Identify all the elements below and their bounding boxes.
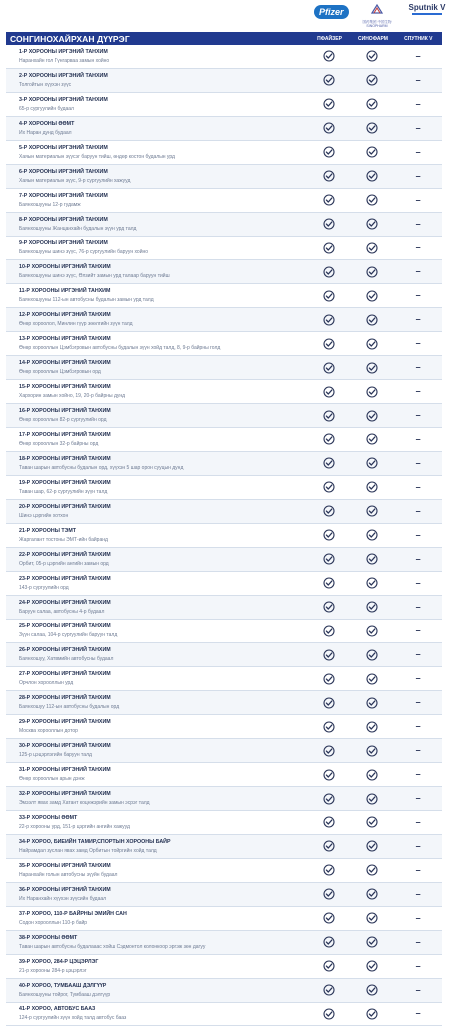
site-address: Баянхошууны Жанцанхайн будалын зүүн урд талд [19,225,307,233]
site-name: 22-Р ХОРООНЫ ИРГЭНИЙ ТАНХИМ [19,551,307,559]
sputnik-unavailable-dash: – [394,284,442,307]
sputnik-unavailable-dash: – [394,45,442,68]
site-info [6,787,307,810]
pfizer-available-check-icon [307,308,351,331]
site-info [6,500,307,523]
site-info [6,524,307,547]
site-info [6,811,307,834]
pfizer-available-check-icon [307,979,351,1002]
site-name: 12-Р ХОРООНЫ ИРГЭНИЙ ТАНХИМ [19,311,307,319]
sputnik-unavailable-dash: – [394,141,442,164]
site-name: 5-Р ХОРООНЫ ИРГЭНИЙ ТАНХИМ [19,144,307,152]
pfizer-available-check-icon [307,476,351,499]
sputnik-unavailable-dash: – [394,739,442,762]
sinopharm-available-check-icon [350,763,394,786]
pfizer-available-check-icon [307,596,351,619]
sinopharm-available-check-icon [350,835,394,858]
site-name: 11-Р ХОРООНЫ ИРГЭНИЙ ТАНХИМ [19,287,307,295]
sputnik-unavailable-dash: – [394,260,442,283]
sputnik-unavailable-dash: – [394,117,442,140]
site-address: Орбит, 05-р цэргийн ангийн замын орд [19,560,307,568]
site-info [6,620,307,643]
site-name: 24-Р ХОРООНЫ ИРГЭНИЙ ТАНХИМ [19,599,307,607]
sputnik-unavailable-dash: – [394,715,442,738]
table-row [6,643,442,667]
site-address: Хаяын материалын зүүсэг баруун тийш, өндөр костон будалын урд [19,153,307,161]
sinopharm-available-check-icon [350,404,394,427]
sinopharm-available-check-icon [350,548,394,571]
site-address: Таван шар, 62-р сургуулийн зүүн талд [19,488,307,496]
sinopharm-available-check-icon [350,93,394,116]
site-address: Зүүн салаа, 104-р сургуулийн баруун талд [19,631,307,639]
site-address: Хархорин замын хойно, 19, 20-р байрны дунд [19,392,307,400]
pfizer-available-check-icon [307,117,351,140]
site-address: Наранхайн гол Гүнгарваа замын хойно [19,57,307,65]
sinopharm-available-check-icon [350,1003,394,1026]
sinopharm-available-check-icon [350,476,394,499]
pfizer-logo: Pfizer [314,2,348,20]
site-address: Их Наранхайн хүүхэн зүүсийн будаал [19,895,307,903]
sinopharm-available-check-icon [350,45,394,68]
sputnik-unavailable-dash: – [394,356,442,379]
site-info [6,452,307,475]
table-row [6,739,442,763]
pfizer-available-check-icon [307,691,351,714]
table-row [6,69,442,93]
sputnik-unavailable-dash: – [394,93,442,116]
sputnik-unavailable-dash: – [394,643,442,666]
site-name: 36-Р ХОРООНЫ ИРГЭНИЙ ТАНХИМ [19,886,307,894]
sinopharm-available-check-icon [350,667,394,690]
site-address: 22-р хорооны урд, 151-р цэргийн ангийн хажууд [19,823,307,831]
site-info [6,979,307,1002]
table-row [6,524,442,548]
table-row [6,237,442,261]
sputnik-unavailable-dash: – [394,237,442,260]
sputnik-unavailable-dash: – [394,596,442,619]
site-info [6,141,307,164]
pfizer-available-check-icon [307,811,351,834]
site-info [6,380,307,403]
table-row [6,213,442,237]
sinopharm-available-check-icon [350,284,394,307]
sinopharm-available-check-icon [350,165,394,188]
sinopharm-available-check-icon [350,452,394,475]
sputnik-unavailable-dash: – [394,500,442,523]
table-row [6,452,442,476]
pfizer-available-check-icon [307,284,351,307]
pfizer-available-check-icon [307,404,351,427]
table-row [6,835,442,859]
sinopharm-available-check-icon [350,332,394,355]
site-info [6,404,307,427]
pfizer-available-check-icon [307,332,351,355]
pfizer-available-check-icon [307,907,351,930]
sputnik-logo: Sputnik V [402,3,452,15]
site-address: 143-р сургуулийн орд [19,584,307,592]
table-row [6,811,442,835]
pfizer-available-check-icon [307,213,351,236]
site-name: 1-Р ХОРООНЫ ИРГЭНИЙ ТАНХИМ [19,48,307,56]
site-address: Шинэ цэргийн хотхон [19,512,307,520]
site-address: Баянхошууны тойрог, Тумбааш дэлгүүр [19,991,307,999]
table-row [6,763,442,787]
sputnik-unavailable-dash: – [394,332,442,355]
pfizer-available-check-icon [307,787,351,810]
sputnik-unavailable-dash: – [394,165,442,188]
site-name: 18-Р ХОРООНЫ ИРГЭНИЙ ТАНХИМ [19,455,307,463]
site-info [6,189,307,212]
site-info [6,715,307,738]
sputnik-unavailable-dash: – [394,931,442,954]
table-row [6,1003,442,1026]
site-info [6,117,307,140]
sputnik-unavailable-dash: – [394,189,442,212]
site-info [6,835,307,858]
site-name: 37-Р ХОРОО, 110-Р БАЙРНЫ ЭМИЙН САН [19,910,307,918]
sputnik-unavailable-dash: – [394,667,442,690]
pfizer-available-check-icon [307,548,351,571]
table-row [6,691,442,715]
site-address: Өнөр хорооллын Цэмбэгровын автобусны будалын зүүн хойд талд, 8, 9-р байрны голд [19,344,307,352]
pfizer-available-check-icon [307,859,351,882]
site-name: 8-Р ХОРООНЫ ИРГЭНИЙ ТАНХИМ [19,216,307,224]
sinopharm-available-check-icon [350,260,394,283]
site-info [6,213,307,236]
site-name: 2-Р ХОРООНЫ ИРГЭНИЙ ТАНХИМ [19,72,307,80]
site-name: 13-Р ХОРООНЫ ИРГЭНИЙ ТАНХИМ [19,335,307,343]
sputnik-unavailable-dash: – [394,69,442,92]
sinopharm-available-check-icon [350,500,394,523]
table-row [6,332,442,356]
sinopharm-available-check-icon [350,955,394,978]
site-info [6,883,307,906]
pfizer-available-check-icon [307,45,351,68]
site-name: 40-Р ХОРОО, ТУМБААШ ДЭЛГҮҮР [19,982,307,990]
table-row [6,667,442,691]
table-row [6,979,442,1003]
pfizer-available-check-icon [307,667,351,690]
table-row [6,404,442,428]
table-row [6,284,442,308]
pfizer-available-check-icon [307,883,351,906]
sinopharm-available-check-icon [350,811,394,834]
sputnik-unavailable-dash: – [394,763,442,786]
pfizer-available-check-icon [307,620,351,643]
site-name: 38-Р ХОРООНЫ ӨӨМТ [19,934,307,942]
site-address: Баянхошууны шинэ зүүс, Өлзийт замын урд талаар баруун тийш [19,272,307,280]
table-row [6,428,442,452]
district-title: СОНГИНОХАЙРХАН ДҮҮРЭГ [6,34,308,44]
site-name: 28-Р ХОРООНЫ ИРГЭНИЙ ТАНХИМ [19,694,307,702]
site-info [6,667,307,690]
site-address: Таван шарын автобусны будалын орд, хүүхэн 5 шар орон сууцын дунд [19,464,307,472]
site-address: Баянхошуу 112-ын автобусны будалын орд [19,703,307,711]
site-info [6,45,307,68]
pfizer-available-check-icon [307,524,351,547]
sinopharm-available-check-icon [350,883,394,906]
table-row [6,117,442,141]
site-address: Өнөр хорооллын Цэмбэгровын орд [19,368,307,376]
site-name: 3-Р ХОРООНЫ ИРГЭНИЙ ТАНХИМ [19,96,307,104]
pfizer-available-check-icon [307,189,351,212]
table-row [6,141,442,165]
site-address: 124-р сургуулийн зүүн хойд талд автобус бааз [19,1014,307,1022]
site-address: Баруун салаа, автобусны 4-р будаал [19,608,307,616]
site-address: Эмээлт явах замд Хатант коцнжэрийн замын эсрэг талд [19,799,307,807]
site-info [6,907,307,930]
site-name: 29-Р ХОРООНЫ ИРГЭНИЙ ТАНХИМ [19,718,307,726]
pfizer-available-check-icon [307,955,351,978]
pfizer-available-check-icon [307,1003,351,1026]
table-row [6,931,442,955]
site-address: Баянхошуу, Хатвмийн автобусны будаал [19,655,307,663]
site-info [6,596,307,619]
sputnik-unavailable-dash: – [394,524,442,547]
site-info [6,237,307,260]
sputnik-unavailable-dash: – [394,308,442,331]
table-row [6,907,442,931]
sputnik-unavailable-dash: – [394,955,442,978]
table-row [6,859,442,883]
pfizer-available-check-icon [307,572,351,595]
site-name: 41-Р ХОРОО, АВТОБУС БААЗ [19,1005,307,1013]
sinopharm-available-check-icon [350,189,394,212]
table-row [6,260,442,284]
vaccination-sites-table [6,45,442,1026]
site-address: Хаяын материалын зүүс, 9-р сургуулийн хажууд [19,177,307,185]
site-name: 26-Р ХОРООНЫ ИРГЭНИЙ ТАНХИМ [19,646,307,654]
site-address: Баянхошууны 12-р гудамж [19,201,307,209]
table-row [6,548,442,572]
sputnik-unavailable-dash: – [394,428,442,451]
pfizer-available-check-icon [307,356,351,379]
site-name: 20-Р ХОРООНЫ ИРГЭНИЙ ТАНХИМ [19,503,307,511]
site-info [6,165,307,188]
site-address: 21-р хорооны 284-р цэцэрлэг [19,967,307,975]
site-name: 19-Р ХОРООНЫ ИРГЭНИЙ ТАНХИМ [19,479,307,487]
col-sputnik: СПУТНИК V [395,36,442,42]
table-row [6,883,442,907]
sinopharm-available-check-icon [350,524,394,547]
site-address: Өнөр хорооллын 32-р байрны орд [19,440,307,448]
table-row [6,476,442,500]
pfizer-available-check-icon [307,93,351,116]
sputnik-unavailable-dash: – [394,907,442,930]
site-name: 15-Р ХОРООНЫ ИРГЭНИЙ ТАНХИМ [19,383,307,391]
site-info [6,260,307,283]
sputnik-unavailable-dash: – [394,691,442,714]
site-info [6,572,307,595]
sinopharm-available-check-icon [350,643,394,666]
pfizer-available-check-icon [307,260,351,283]
sinopharm-available-check-icon [350,308,394,331]
table-row [6,596,442,620]
site-name: 21-Р ХОРООНЫ ТЭМТ [19,527,307,535]
site-address: Найрамдал зуслан явах замд Орбитын тойргийн хойд талд [19,847,307,855]
sinopharm-available-check-icon [350,739,394,762]
sputnik-unavailable-dash: – [394,883,442,906]
table-row [6,189,442,213]
site-info [6,643,307,666]
sinopharm-available-check-icon [350,715,394,738]
site-name: 16-Р ХОРООНЫ ИРГЭНИЙ ТАНХИМ [19,407,307,415]
sinopharm-available-check-icon [350,69,394,92]
sinopharm-available-check-icon [350,787,394,810]
site-info [6,428,307,451]
table-row [6,572,442,596]
sinopharm-available-check-icon [350,859,394,882]
site-address: 65-р сургуулийн будаал [19,105,307,113]
site-address: Москва хорооллын дотор [19,727,307,735]
site-name: 17-Р ХОРООНЫ ИРГЭНИЙ ТАНХИМ [19,431,307,439]
sinopharm-available-check-icon [350,572,394,595]
pfizer-available-check-icon [307,380,351,403]
table-row [6,308,442,332]
pfizer-available-check-icon [307,500,351,523]
sputnik-unavailable-dash: – [394,620,442,643]
site-name: 27-Р ХОРООНЫ ИРГЭНИЙ ТАНХИМ [19,670,307,678]
site-name: 9-Р ХОРООНЫ ИРГЭНИЙ ТАНХИМ [19,239,307,247]
sinopharm-mark-icon [370,4,384,15]
pfizer-available-check-icon [307,452,351,475]
table-row [6,620,442,644]
sputnik-unavailable-dash: – [394,452,442,475]
site-info [6,93,307,116]
sinopharm-available-check-icon [350,213,394,236]
table-row [6,356,442,380]
pfizer-available-check-icon [307,428,351,451]
sinopharm-available-check-icon [350,428,394,451]
site-info [6,739,307,762]
site-info [6,1003,307,1026]
site-info [6,284,307,307]
site-name: 34-Р ХОРОО, БИЕИЙН ТАМИР,СПОРТЫН ХОРООНЫ БАЙР [19,838,307,846]
sinopharm-available-check-icon [350,356,394,379]
pfizer-available-check-icon [307,715,351,738]
col-pfizer: ПФАЙЗЕР [308,36,351,42]
site-name: 32-Р ХОРООНЫ ИРГЭНИЙ ТАНХИМ [19,790,307,798]
sinopharm-available-check-icon [350,691,394,714]
sputnik-unavailable-dash: – [394,404,442,427]
site-info [6,859,307,882]
table-row [6,45,442,69]
site-info [6,308,307,331]
site-info [6,955,307,978]
site-name: 35-Р ХОРООНЫ ИРГЭНИЙ ТАНХИМ [19,862,307,870]
sputnik-unavailable-dash: – [394,380,442,403]
site-address: Баянхошууны шинэ зүүс, 76-р сургуулийн баруун хойно [19,248,307,256]
sputnik-unavailable-dash: – [394,1003,442,1026]
sinopharm-logo: 国药集团 中国生物 SINOPHARM [360,2,394,28]
site-address: Таван шарын автобусны будалааас хойш Сэдмонтол колонкоор эргэж зөн дагуу [19,943,307,951]
table-row [6,787,442,811]
site-info [6,356,307,379]
pfizer-available-check-icon [307,141,351,164]
site-info [6,476,307,499]
table-row [6,165,442,189]
site-address: Өнөр хорооллын 82-р сургуулийн орд [19,416,307,424]
site-name: 14-Р ХОРООНЫ ИРГЭНИЙ ТАНХИМ [19,359,307,367]
site-address: Жаргалант тостоны ЭМТ-ийн байранд [19,536,307,544]
site-address: Орчлон хорооллын урд [19,679,307,687]
pfizer-available-check-icon [307,165,351,188]
sinopharm-available-check-icon [350,117,394,140]
sputnik-unavailable-dash: – [394,572,442,595]
pfizer-available-check-icon [307,69,351,92]
pfizer-available-check-icon [307,835,351,858]
sputnik-unavailable-dash: – [394,213,442,236]
sinopharm-available-check-icon [350,237,394,260]
site-name: 30-Р ХОРООНЫ ИРГЭНИЙ ТАНХИМ [19,742,307,750]
site-info [6,691,307,714]
sinopharm-available-check-icon [350,380,394,403]
sinopharm-available-check-icon [350,596,394,619]
sputnik-unavailable-dash: – [394,979,442,1002]
site-name: 25-Р ХОРООНЫ ИРГЭНИЙ ТАНХИМ [19,622,307,630]
sputnik-unavailable-dash: – [394,835,442,858]
pfizer-available-check-icon [307,739,351,762]
sinopharm-available-check-icon [350,979,394,1002]
site-name: 31-Р ХОРООНЫ ИРГЭНИЙ ТАНХИМ [19,766,307,774]
sinopharm-available-check-icon [350,907,394,930]
table-header [6,32,442,45]
table-row [6,715,442,739]
site-address: Өнөр хороолол, Минлин гүүр зөөлгийн зүүн талд [19,320,307,328]
site-name: 33-Р ХОРООНЫ ӨӨМТ [19,814,307,822]
sinopharm-available-check-icon [350,931,394,954]
pfizer-available-check-icon [307,931,351,954]
site-address: Их Наран дунд будаал [19,129,307,137]
sputnik-unavailable-dash: – [394,811,442,834]
site-name: 7-Р ХОРООНЫ ИРГЭНИЙ ТАНХИМ [19,192,307,200]
site-info [6,931,307,954]
site-address: Баянхошууны 112-ын автобусны будалын замын урд талд [19,296,307,304]
col-sinopharm: СИНОФАРМ [351,36,394,42]
sinopharm-available-check-icon [350,141,394,164]
site-name: 4-Р ХОРООНЫ ӨӨМТ [19,120,307,128]
site-address: Наранхайн голын автобусны зүүйн будаал [19,871,307,879]
sinopharm-available-check-icon [350,620,394,643]
table-row [6,500,442,524]
vaccine-logos [0,0,462,32]
site-info [6,69,307,92]
site-info [6,763,307,786]
sputnik-unavailable-dash: – [394,859,442,882]
site-name: 23-Р ХОРООНЫ ИРГЭНИЙ ТАНХИМ [19,575,307,583]
sputnik-unavailable-dash: – [394,476,442,499]
site-info [6,332,307,355]
site-name: 39-Р ХОРОО, 284-Р ЦЭЦЭРЛЭГ [19,958,307,966]
site-address: Толгойтын хүүхэн зүүс [19,81,307,89]
table-row [6,380,442,404]
sputnik-unavailable-dash: – [394,787,442,810]
site-name: 6-Р ХОРООНЫ ИРГЭНИЙ ТАНХИМ [19,168,307,176]
sputnik-underline [412,13,442,15]
table-row [6,93,442,117]
sputnik-unavailable-dash: – [394,548,442,571]
site-address: Содон хорооллын 110-р байр [19,919,307,927]
pfizer-available-check-icon [307,643,351,666]
site-address: Өнөр хорооллын арын дэнж [19,775,307,783]
pfizer-available-check-icon [307,237,351,260]
pfizer-available-check-icon [307,763,351,786]
site-info [6,548,307,571]
site-address: 125-р цэцэрлэгийн баруун талд [19,751,307,759]
table-row [6,955,442,979]
site-name: 10-Р ХОРООНЫ ИРГЭНИЙ ТАНХИМ [19,263,307,271]
